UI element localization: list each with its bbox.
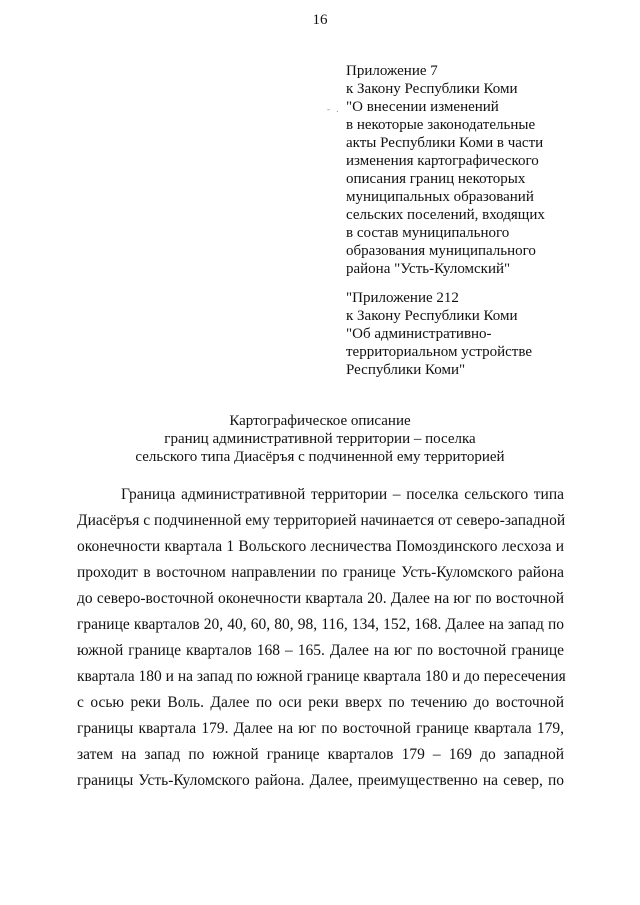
appendix-line: "Приложение 212 xyxy=(346,290,459,306)
title-line: сельского типа Диасёръя с подчиненной ему территорией xyxy=(135,449,505,465)
body-line: оконечности квартала 1 Вольского лесничества Помоздинского лесхоза и xyxy=(77,538,564,555)
appendix-line: Приложение 7 xyxy=(346,63,438,79)
appendix-line: "Об административно- xyxy=(346,326,492,342)
appendix-line: района "Усть-Куломский" xyxy=(346,261,511,277)
page-number: 16 xyxy=(312,12,328,28)
body-line: до северо-восточной оконечности квартала 20. Далее на юг по восточной xyxy=(77,590,564,607)
appendix-line: территориальном устройстве xyxy=(346,344,533,360)
appendix-line: образования муниципального xyxy=(346,243,536,259)
appendix-line: "О внесении изменений xyxy=(346,99,499,115)
body-line: проходит в восточном направлении по границе Усть-Куломского района xyxy=(77,564,564,581)
appendix-header-current xyxy=(346,62,626,278)
body-line: с осью реки Воль. Далее по оси реки вверх по течению до восточной xyxy=(77,694,564,711)
body-line: квартала 180 и на запад по южной границе квартала 180 и до пересечения xyxy=(77,668,566,685)
body-paragraph xyxy=(77,482,564,794)
document-title xyxy=(0,412,640,466)
body-line: южной границе кварталов 168 – 165. Далее на юг по восточной границе xyxy=(77,642,564,659)
title-line: границ административной территории – поселка xyxy=(164,431,476,447)
body-line: Граница административной территории – поселка сельского типа xyxy=(121,486,564,503)
appendix-line: сельских поселений, входящих xyxy=(346,207,545,223)
appendix-line: к Закону Республики Коми xyxy=(346,308,518,324)
body-line: затем на запад по южной границе кварталов 179 – 169 до западной xyxy=(77,746,564,763)
body-line: границы квартала 179. Далее на юг по восточной границе квартала 179, xyxy=(77,720,564,737)
appendix-line: муниципальных образований xyxy=(346,189,534,205)
appendix-line: к Закону Республики Коми xyxy=(346,81,518,97)
appendix-header-original xyxy=(346,289,626,379)
margin-mark: - . xyxy=(327,104,341,114)
appendix-line: Республики Коми" xyxy=(346,362,466,378)
body-line: границе кварталов 20, 40, 60, 80, 98, 116, 134, 152, 168. Далее на запад по xyxy=(77,616,564,633)
appendix-line: в состав муниципального xyxy=(346,225,510,241)
body-line: границы Усть-Куломского района. Далее, преимущественно на север, по xyxy=(77,772,564,789)
appendix-line: в некоторые законодательные xyxy=(346,117,536,133)
appendix-line: описания границ некоторых xyxy=(346,171,526,187)
appendix-line: изменения картографического xyxy=(346,153,539,169)
title-line: Картографическое описание xyxy=(229,413,411,429)
appendix-line: акты Республики Коми в части xyxy=(346,135,544,151)
body-line: Диасёръя с подчиненной ему территорией начинается от северо-западной xyxy=(77,512,566,529)
